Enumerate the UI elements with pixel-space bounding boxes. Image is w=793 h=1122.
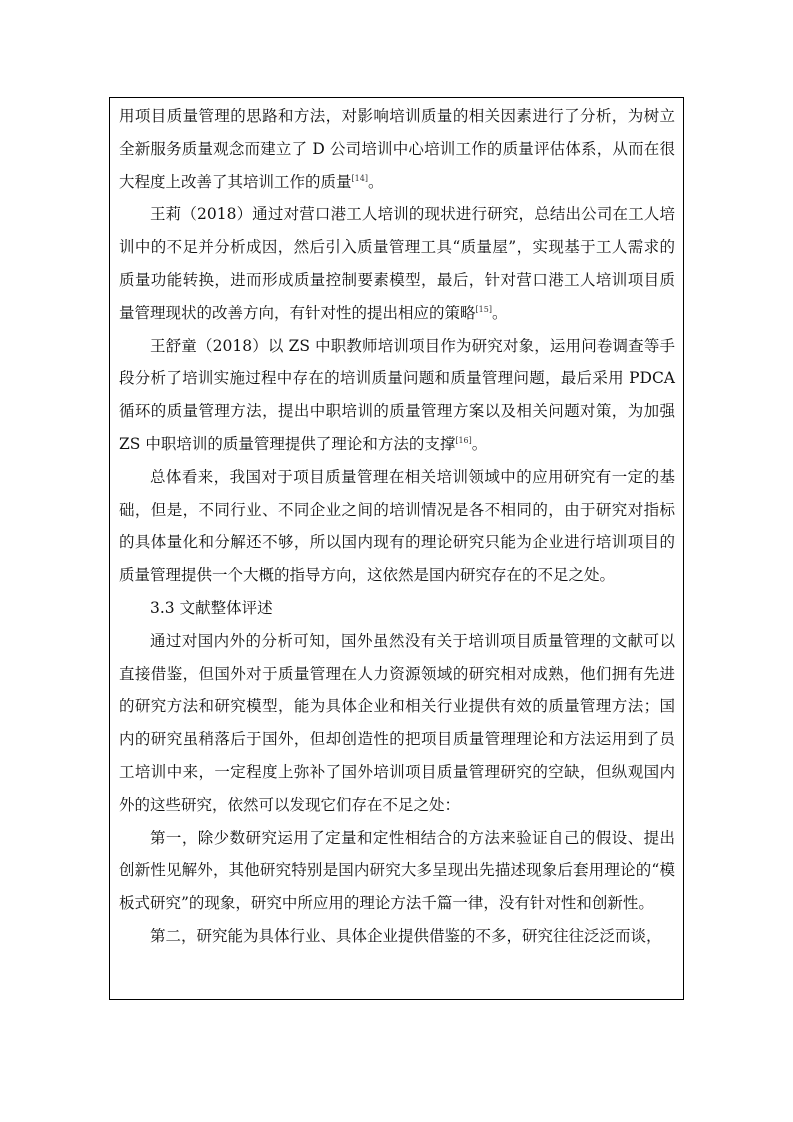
paragraph-text: 用项目质量管理的思路和方法，对影响培训质量的相关因素进行了分析，为树立全新服务质量观念而建立了 D 公司培训中心培训工作的质量评估体系，从而在很大程度上改善了其培训工作的质量 <box>119 107 675 191</box>
section-heading: 3.3 文献整体评述 <box>150 598 273 617</box>
paragraph-tail: 。 <box>367 172 384 191</box>
paragraph-wang-shutong <box>119 330 675 461</box>
citation: [16] <box>455 435 472 445</box>
paragraph-review: 通过对国内外的分析可知，国外虽然没有关于培训项目质量管理的文献可以直接借鉴，但国外对于质量管理在人力资源领域的研究相对成熟，他们拥有先进的研究方法和研究模型，能为具体企业和相关行业提供有效的质量管理方法；国内的研究虽稍落后于国外，但却创造性的把项目质量管理理论和方法运用到了员工培训中来，一定程度上弥补了国外培训项目质量管理研究的空缺，但纵观国内外的这些研究，依然可以发现它们存在不足之处： <box>119 631 675 814</box>
paragraph-text: 王舒童（2018）以 ZS 中职教师培训项目作为研究对象，运用问卷调查等手段分析了培训实施过程中存在的培训质量问题和质量管理问题，最后采用 PDCA 循环的质量管理方法，提出中职培训的质量管理方案以及相关问题对策，为加强 ZS 中职培训的质量管理提供了理论和方法的支撑 <box>119 336 675 453</box>
paragraph-summary: 总体看来，我国对于项目质量管理在相关培训领域中的应用研究有一定的基础，但是，不同行业、不同企业之间的培训情况是各不相同的，由于研究对指标的具体量化和分解还不够，所以国内现有的理论研究只能为企业进行培训项目的质量管理提供一个大概的指导方向，这依然是国内研究存在的不足之处。 <box>119 467 675 585</box>
paragraph-text: 王莉（2018）通过对营口港工人培训的现状进行研究，总结出公司在工人培训中的不足并分析成因，然后引入质量管理工具“质量屋”，实现基于工人需求的质量功能转换，进而形成质量控制要素模型，最后，针对营口港工人培训项目质量管理现状的改善方向，有针对性的提出相应的策略 <box>119 205 675 322</box>
citation: [15] <box>475 304 492 314</box>
paragraph-tail: 。 <box>491 303 508 322</box>
paragraph-point-one: 第一，除少数研究运用了定量和定性相结合的方法来验证自己的假设、提出创新性见解外，其他研究特别是国内研究大多呈现出先描述现象后套用理论的“模板式研究”的现象，研究中所应用的理论方法千篇一律，没有针对性和创新性。 <box>119 828 675 913</box>
citation: [14] <box>351 173 368 183</box>
paragraph-point-two: 第二，研究能为具体行业、具体企业提供借鉴的不多，研究往往泛泛而谈， <box>150 926 662 945</box>
paragraph-tail: 。 <box>471 434 488 453</box>
paragraph-continuation <box>119 100 675 198</box>
document-body <box>119 100 675 953</box>
paragraph-wang-li <box>119 198 675 329</box>
